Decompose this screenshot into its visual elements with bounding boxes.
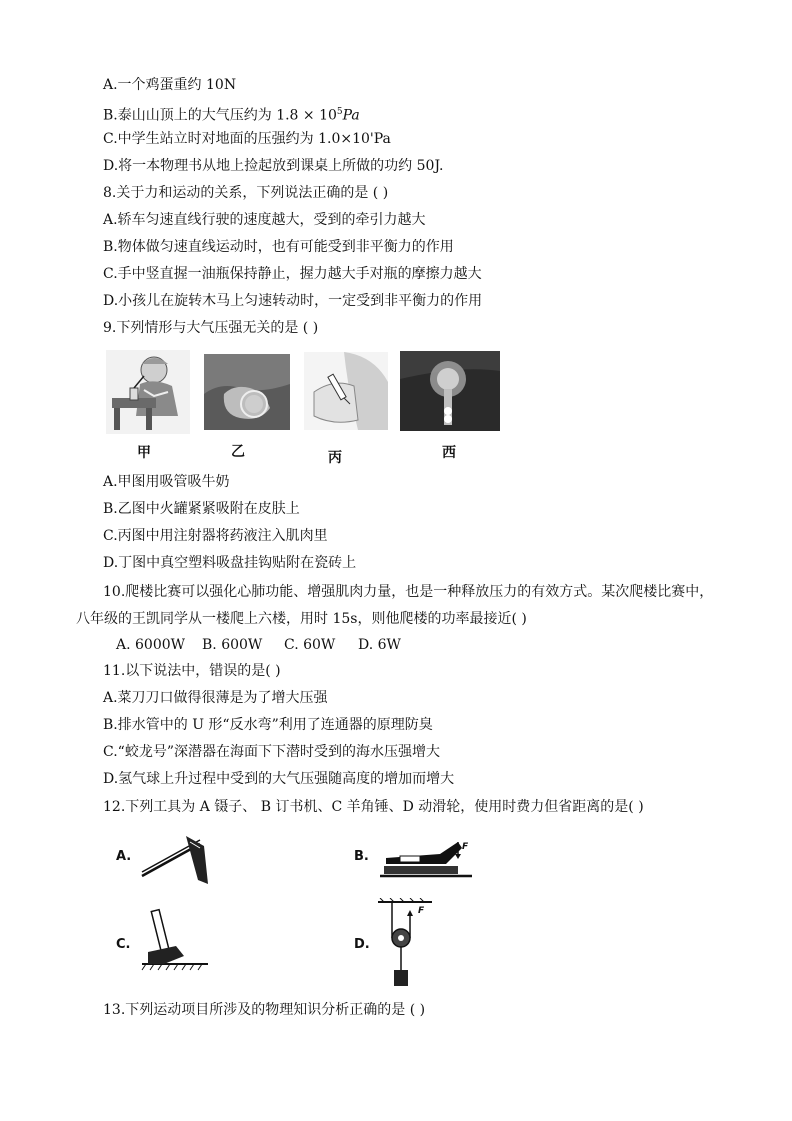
- q11-option-b: B.排水管中的 U 形“反水弯”利用了连通器的原理防臭: [103, 717, 433, 733]
- q7-option-c: C.中学生站立时对地面的压强约为 1.0×10'Pa: [103, 131, 391, 147]
- q7-option-b-exponent: 5: [336, 107, 343, 117]
- q13-stem: 13.下列运动项目所涉及的物理知识分析正确的是 ( ): [103, 1002, 426, 1018]
- q12-b-force-label: F: [462, 842, 469, 852]
- q12-label-b: B.: [354, 849, 369, 864]
- q12-label-a: A.: [116, 849, 132, 864]
- q12-tweezers-drawing: [140, 832, 212, 888]
- q11-option-a: A.菜刀刀口做得很薄是为了增大压强: [103, 690, 328, 706]
- q7-option-b: [103, 102, 360, 126]
- q9-caption-ding: 西: [442, 445, 456, 461]
- q7-option-d: D.将一本物理书从地上捡起放到课桌上所做的功约 50J.: [103, 158, 444, 174]
- q9-caption-yi: 乙: [231, 444, 245, 460]
- q12-label-d: D.: [354, 937, 370, 952]
- q10-stem-line1: 10.爬楼比赛可以强化心肺功能、增强肌肉力量，也是一种释放压力的有效方式。某次爬楼比赛中，: [103, 584, 714, 600]
- q9-stem: 9.下列情形与大气压强无关的是 ( ): [103, 320, 319, 336]
- q9-photo-jia: [106, 350, 190, 434]
- q10-option-d: D. 6W: [358, 637, 401, 653]
- q12-hammer-drawing: [138, 906, 210, 972]
- q12-label-c: C.: [116, 937, 131, 952]
- q10-options: [116, 635, 401, 655]
- q11-stem: 11.以下说法中，错误的是( ): [103, 663, 281, 679]
- q8-option-a: A.轿车匀速直线行驶的速度越大，受到的牵引力越大: [103, 212, 426, 228]
- q9-caption-jia: 甲: [137, 445, 151, 461]
- q9-photo-yi: [204, 354, 290, 430]
- q9-photo-bing: [304, 352, 388, 430]
- q9-option-d: D.丁图中真空塑料吸盘挂钩贴附在瓷砖上: [103, 555, 357, 571]
- q7-option-b-unit: Pa: [342, 107, 360, 124]
- q12-stapler-drawing: [378, 832, 474, 880]
- q10-option-c: C. 60W: [284, 637, 336, 653]
- q8-option-d: D.小孩儿在旋转木马上匀速转动时，一定受到非平衡力的作用: [103, 293, 483, 309]
- q8-option-c: C.手中竖直握一油瓶保持静止，握力越大手对瓶的摩擦力越大: [103, 266, 482, 282]
- q9-option-c: C.丙图中用注射器将药液注入肌肉里: [103, 528, 328, 544]
- q10-option-b: B. 600W: [202, 637, 263, 653]
- q12-d-force-label: F: [418, 906, 425, 916]
- q11-option-d: D.氢气球上升过程中受到的大气压强随高度的增加而增大: [103, 771, 455, 787]
- q12-stem: 12.下列工具为 A 镊子、 B 订书机、C 羊角锤、D 动滑轮，使用时费力但省距离的是( ): [103, 799, 644, 815]
- q9-option-b: B.乙图中火罐紧紧吸附在皮肤上: [103, 501, 300, 517]
- q8-option-b: B.物体做匀速直线运动时，也有可能受到非平衡力的作用: [103, 239, 454, 255]
- q7-option-b-text: B.泰山山顶上的大气压约为 1.8 × 10: [103, 107, 337, 124]
- q12-pulley-drawing: [376, 898, 436, 992]
- q7-option-a: A.一个鸡蛋重约 10N: [103, 77, 237, 93]
- q9-option-a: A.甲图用吸管吸牛奶: [103, 474, 230, 490]
- q8-stem: 8.关于力和运动的关系，下列说法正确的是 ( ): [103, 185, 389, 201]
- q11-option-c: C.“蛟龙号”深潜器在海面下下潜时受到的海水压强增大: [103, 744, 440, 760]
- q9-photo-ding: [400, 351, 500, 431]
- q10-option-a: A. 6000W: [116, 637, 186, 653]
- q9-caption-bing: 丙: [328, 450, 342, 466]
- q10-stem-line2: 八年级的王凯同学从一楼爬上六楼，用时 15s，则他爬楼的功率最接近( ): [76, 611, 527, 627]
